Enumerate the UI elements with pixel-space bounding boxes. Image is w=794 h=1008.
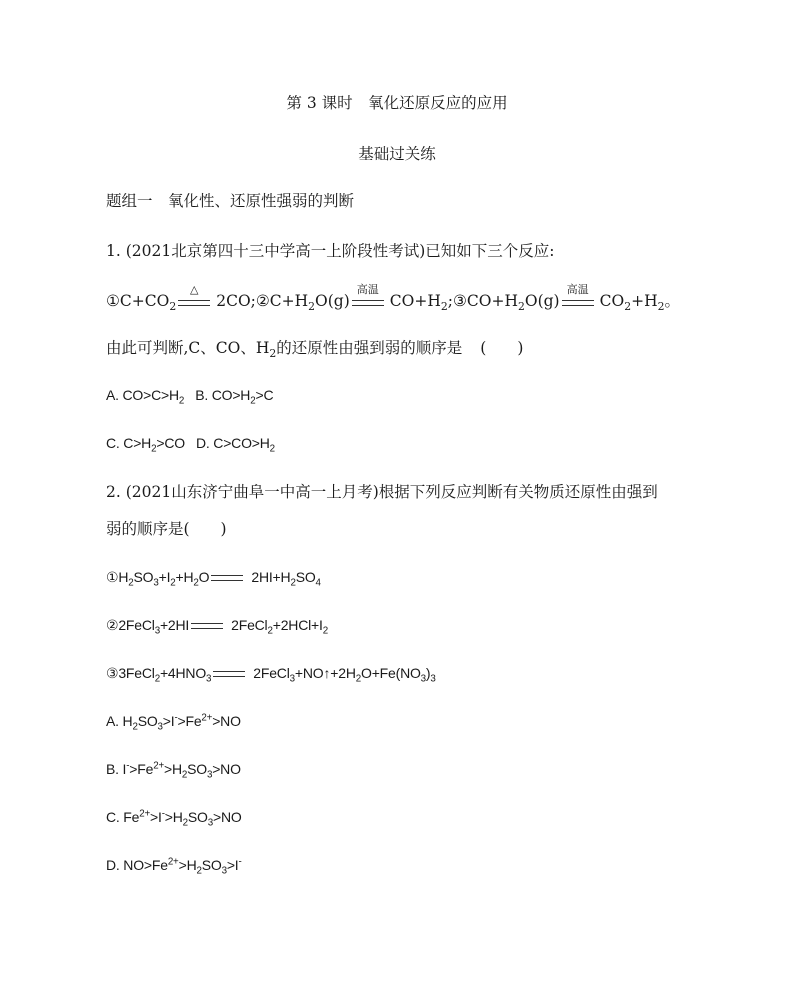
q2-option-b[interactable]: B. $I^->Fe^{2+}>H_2SO_3>NO$ <box>106 760 241 781</box>
q1-option-b[interactable]: B. $CO>H_2>C$ <box>195 387 274 407</box>
q2-reaction-3: $③3FeCl_2+4HNO_3$ $2FeCl_3+NO↑+2H_2O+Fe(NO_3)_3$ <box>106 665 436 685</box>
q2-option-d[interactable]: D. $NO>Fe^{2+}>H_2SO_3>I^-$ <box>106 856 242 877</box>
q1-reactions <box>106 283 734 313</box>
q2-reaction-2: ②2FeCl$_3$+2HI $2FeCl_2+2HCl+I_2$ <box>106 617 328 637</box>
q1-r2: $②C+H_2O(g)$ 高温 $CO+H_2$; <box>255 283 453 313</box>
q2-stem-line1: 2. (2021山东济宁曲阜一中高一上月考)根据下列反应判断有关物质还原性由强到 <box>106 483 658 501</box>
q1-option-c[interactable]: C. $C>H_2>CO$ <box>106 435 185 455</box>
q2-option-c[interactable]: C. $Fe^{2+}>I^->H_2SO_3>NO$ <box>106 808 242 829</box>
lesson-title: 第 3 课时 氧化还原反应的应用 <box>286 94 508 112</box>
q1-r1: $①C+CO_2$ △ 2CO; <box>106 283 256 313</box>
q2-option-a[interactable]: A. $H_2SO_3>I^->Fe^{2+}>NO$ <box>106 712 241 733</box>
q2-reaction-1: $①H_2SO_3+I_2+H_2O$ $2HI+H_2SO_4$ <box>106 569 321 589</box>
high-temp-condition: 高温 <box>352 290 384 312</box>
group1-title: 题组一 氧化性、还原性强弱的判断 <box>106 192 355 210</box>
q1-option-d[interactable]: D. $C>CO>H_2$ <box>196 435 275 455</box>
q1-options-cd <box>106 432 734 454</box>
high-temp-condition: 高温 <box>562 290 594 312</box>
q1-question: 由此可判断,C、CO、$H_2$的还原性由强到弱的顺序是 ( ) <box>106 339 524 360</box>
answer-paren: ( ) <box>480 339 524 357</box>
equals-sign <box>213 671 245 677</box>
q1-stem: 1. (2021北京第四十三中学高一上阶段性考试)已知如下三个反应: <box>106 242 555 260</box>
q1-option-a[interactable]: A. $CO>C>H_2$ <box>106 387 185 407</box>
equals-sign <box>191 623 223 629</box>
q2-stem-line2: 弱的顺序是( ) <box>106 520 227 538</box>
section-title: 基础过关练 <box>358 145 436 163</box>
equals-sign <box>211 575 243 581</box>
heat-condition: △ <box>178 290 210 312</box>
q1-r3: $③CO+H_2O(g)$ 高温 $CO_2+H_2$。 <box>453 283 681 313</box>
q1-options-ab <box>106 384 734 406</box>
